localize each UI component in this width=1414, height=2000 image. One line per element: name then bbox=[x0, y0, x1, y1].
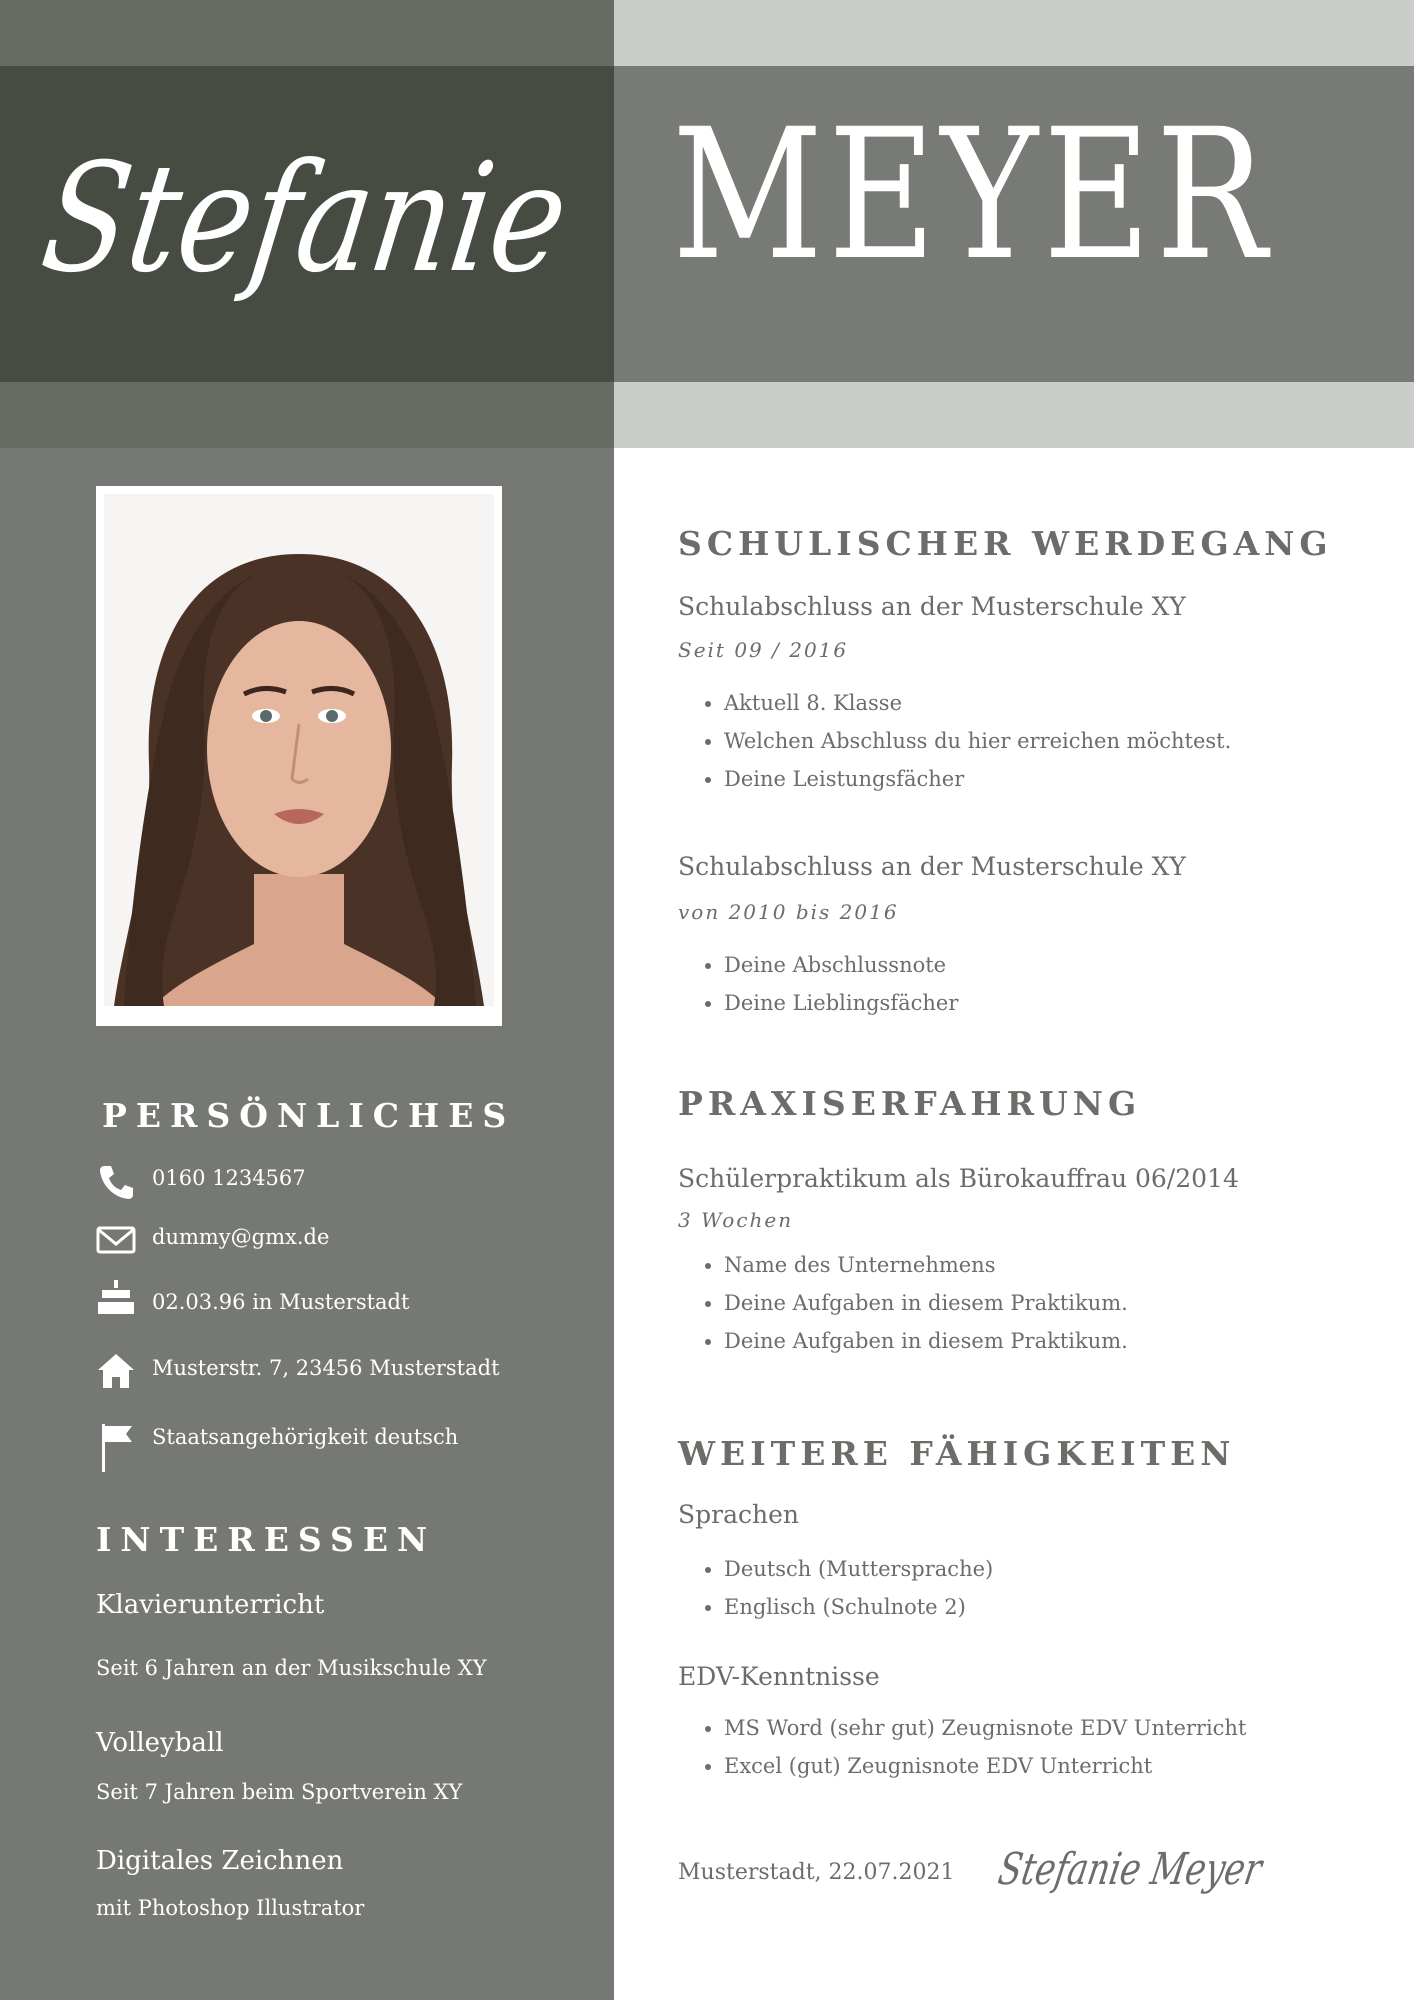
list-item: • MS Word (sehr gut) Zeugnisnote EDV Unterricht bbox=[724, 1711, 1246, 1749]
experience-duration: 3 Wochen bbox=[678, 1208, 794, 1232]
education-entry-bullets bbox=[678, 686, 1231, 800]
signature-text: Stefanie Meyer bbox=[994, 1844, 1346, 1895]
education-entry-bullets bbox=[678, 948, 958, 1024]
address: Musterstr. 7, 23456 Musterstadt bbox=[152, 1356, 500, 1380]
phone-number: 0160 1234567 bbox=[152, 1166, 306, 1190]
list-item: • Deine Leistungsfächer bbox=[724, 762, 1231, 800]
languages-title: Sprachen bbox=[678, 1500, 799, 1529]
interests-heading: INTERESSEN bbox=[96, 1520, 437, 1559]
mail-icon bbox=[96, 1220, 136, 1260]
experience-bullets bbox=[678, 1248, 1128, 1362]
header-band-right-bottom bbox=[614, 382, 1414, 448]
list-item: • Deine Aufgaben in diesem Praktikum. bbox=[724, 1286, 1128, 1324]
education-entry-date: Seit 09 / 2016 bbox=[678, 638, 849, 662]
flag-icon bbox=[96, 1420, 136, 1474]
header-band-left-top bbox=[0, 0, 614, 66]
education-heading: SCHULISCHER WERDEGANG bbox=[678, 524, 1333, 563]
photo-frame bbox=[96, 486, 502, 1026]
house-icon bbox=[96, 1350, 136, 1390]
list-item: • Englisch (Schulnote 2) bbox=[724, 1590, 993, 1628]
last-name: MEYER bbox=[672, 91, 1272, 300]
place-date: Musterstadt, 22.07.2021 bbox=[678, 1860, 955, 1885]
education-entry-title: Schulabschluss an der Musterschule XY bbox=[678, 592, 1186, 621]
phone-icon bbox=[96, 1162, 136, 1202]
it-skills-list bbox=[678, 1711, 1246, 1787]
interest-detail: mit Photoshop Illustrator bbox=[96, 1896, 365, 1920]
list-item: • Deine Aufgaben in diesem Praktikum. bbox=[724, 1324, 1128, 1362]
interest-detail: Seit 7 Jahren beim Sportverein XY bbox=[96, 1780, 463, 1804]
personal-heading: PERSÖNLICHES bbox=[102, 1096, 516, 1135]
education-entry-date: von 2010 bis 2016 bbox=[678, 900, 899, 924]
header-band-right-top bbox=[614, 0, 1414, 66]
list-item: • Deine Lieblingsfächer bbox=[724, 986, 958, 1024]
it-skills-title: EDV-Kenntnisse bbox=[678, 1662, 880, 1691]
first-name-script bbox=[32, 70, 688, 370]
interest-detail: Seit 6 Jahren an der Musikschule XY bbox=[96, 1656, 487, 1680]
skills-heading: WEITERE FÄHIGKEITEN bbox=[678, 1434, 1236, 1473]
portrait-photo bbox=[104, 494, 494, 1006]
interest-title: Digitales Zeichnen bbox=[96, 1846, 344, 1876]
education-entry-title: Schulabschluss an der Musterschule XY bbox=[678, 852, 1186, 881]
list-item: • Deutsch (Muttersprache) bbox=[724, 1552, 993, 1590]
first-name: Stefanie bbox=[32, 130, 688, 306]
experience-heading: PRAXISERFAHRUNG bbox=[678, 1084, 1142, 1123]
list-item: • Name des Unternehmens bbox=[724, 1248, 1128, 1286]
signature bbox=[994, 1830, 1346, 1910]
interest-title: Volleyball bbox=[96, 1728, 224, 1758]
list-item: • Aktuell 8. Klasse bbox=[724, 686, 1231, 724]
email-address: dummy@gmx.de bbox=[152, 1225, 330, 1249]
list-item: • Welchen Abschluss du hier erreichen möchtest. bbox=[724, 724, 1231, 762]
experience-title: Schülerpraktikum als Bürokauffrau 06/2014 bbox=[678, 1164, 1239, 1193]
interest-title: Klavierunterricht bbox=[96, 1590, 325, 1620]
header-band-left-bottom bbox=[0, 382, 614, 448]
birth-date-place: 02.03.96 in Musterstadt bbox=[152, 1290, 410, 1314]
list-item: • Deine Abschlussnote bbox=[724, 948, 958, 986]
list-item: • Excel (gut) Zeugnisnote EDV Unterricht bbox=[724, 1749, 1246, 1787]
portrait-illustration bbox=[104, 494, 494, 1006]
nationality: Staatsangehörigkeit deutsch bbox=[152, 1425, 459, 1449]
birthday-cake-icon bbox=[96, 1276, 136, 1316]
languages-list bbox=[678, 1552, 993, 1628]
